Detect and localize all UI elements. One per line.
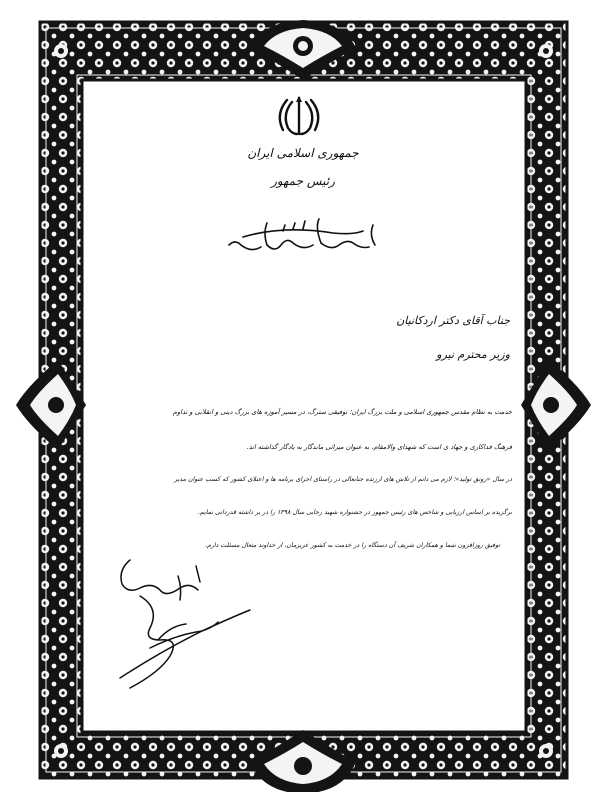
body-line-2: فرهنگ فداکاری و جهاد ی است که شهدای والامقام، به عنوان میراثی ماندگار به یادگار گذاشته اند.	[246, 443, 512, 451]
body-line-5: توفیق روزافزون شما و همکاران شریف آن دستگاه را در خدمت به کشور عزیزمان، از خداوند متعال مسئلت دارم.	[204, 542, 500, 549]
country-title: جمهوری اسلامی ایران	[247, 146, 359, 160]
body-line-1: خدمت به نظام مقدس جمهوری اسلامی و ملت بزرگ ایران؛ توفیقی سترگ، در مسیر آموزه های بزرگ دینی و انقلابی و تداوم	[172, 408, 512, 416]
recipient-title: جناب آقای دکتر اردکانیان	[396, 314, 510, 327]
office-title: رئیس جمهور	[271, 174, 335, 188]
basmala-calligraphy	[223, 215, 383, 259]
emblem-icon	[276, 94, 322, 138]
signature-mark	[100, 548, 270, 698]
body-line-3: در سال «رونق تولید»؛ لازم می دانم از تلاش های ارزنده جنابعالی در راستای اجرای برنامه ها و اعتلای کشور که کسب عنوان مدیر	[174, 476, 512, 483]
recipient-position: وزیر محترم نیرو	[436, 348, 510, 361]
body-line-4: برگزیده بر اساس ارزیابی و شاخص های رئیس جمهور در جشنواره شهید رجایی سال ۱۳۹۸ را در بر داشته قدردانی نمایم.	[197, 509, 512, 516]
